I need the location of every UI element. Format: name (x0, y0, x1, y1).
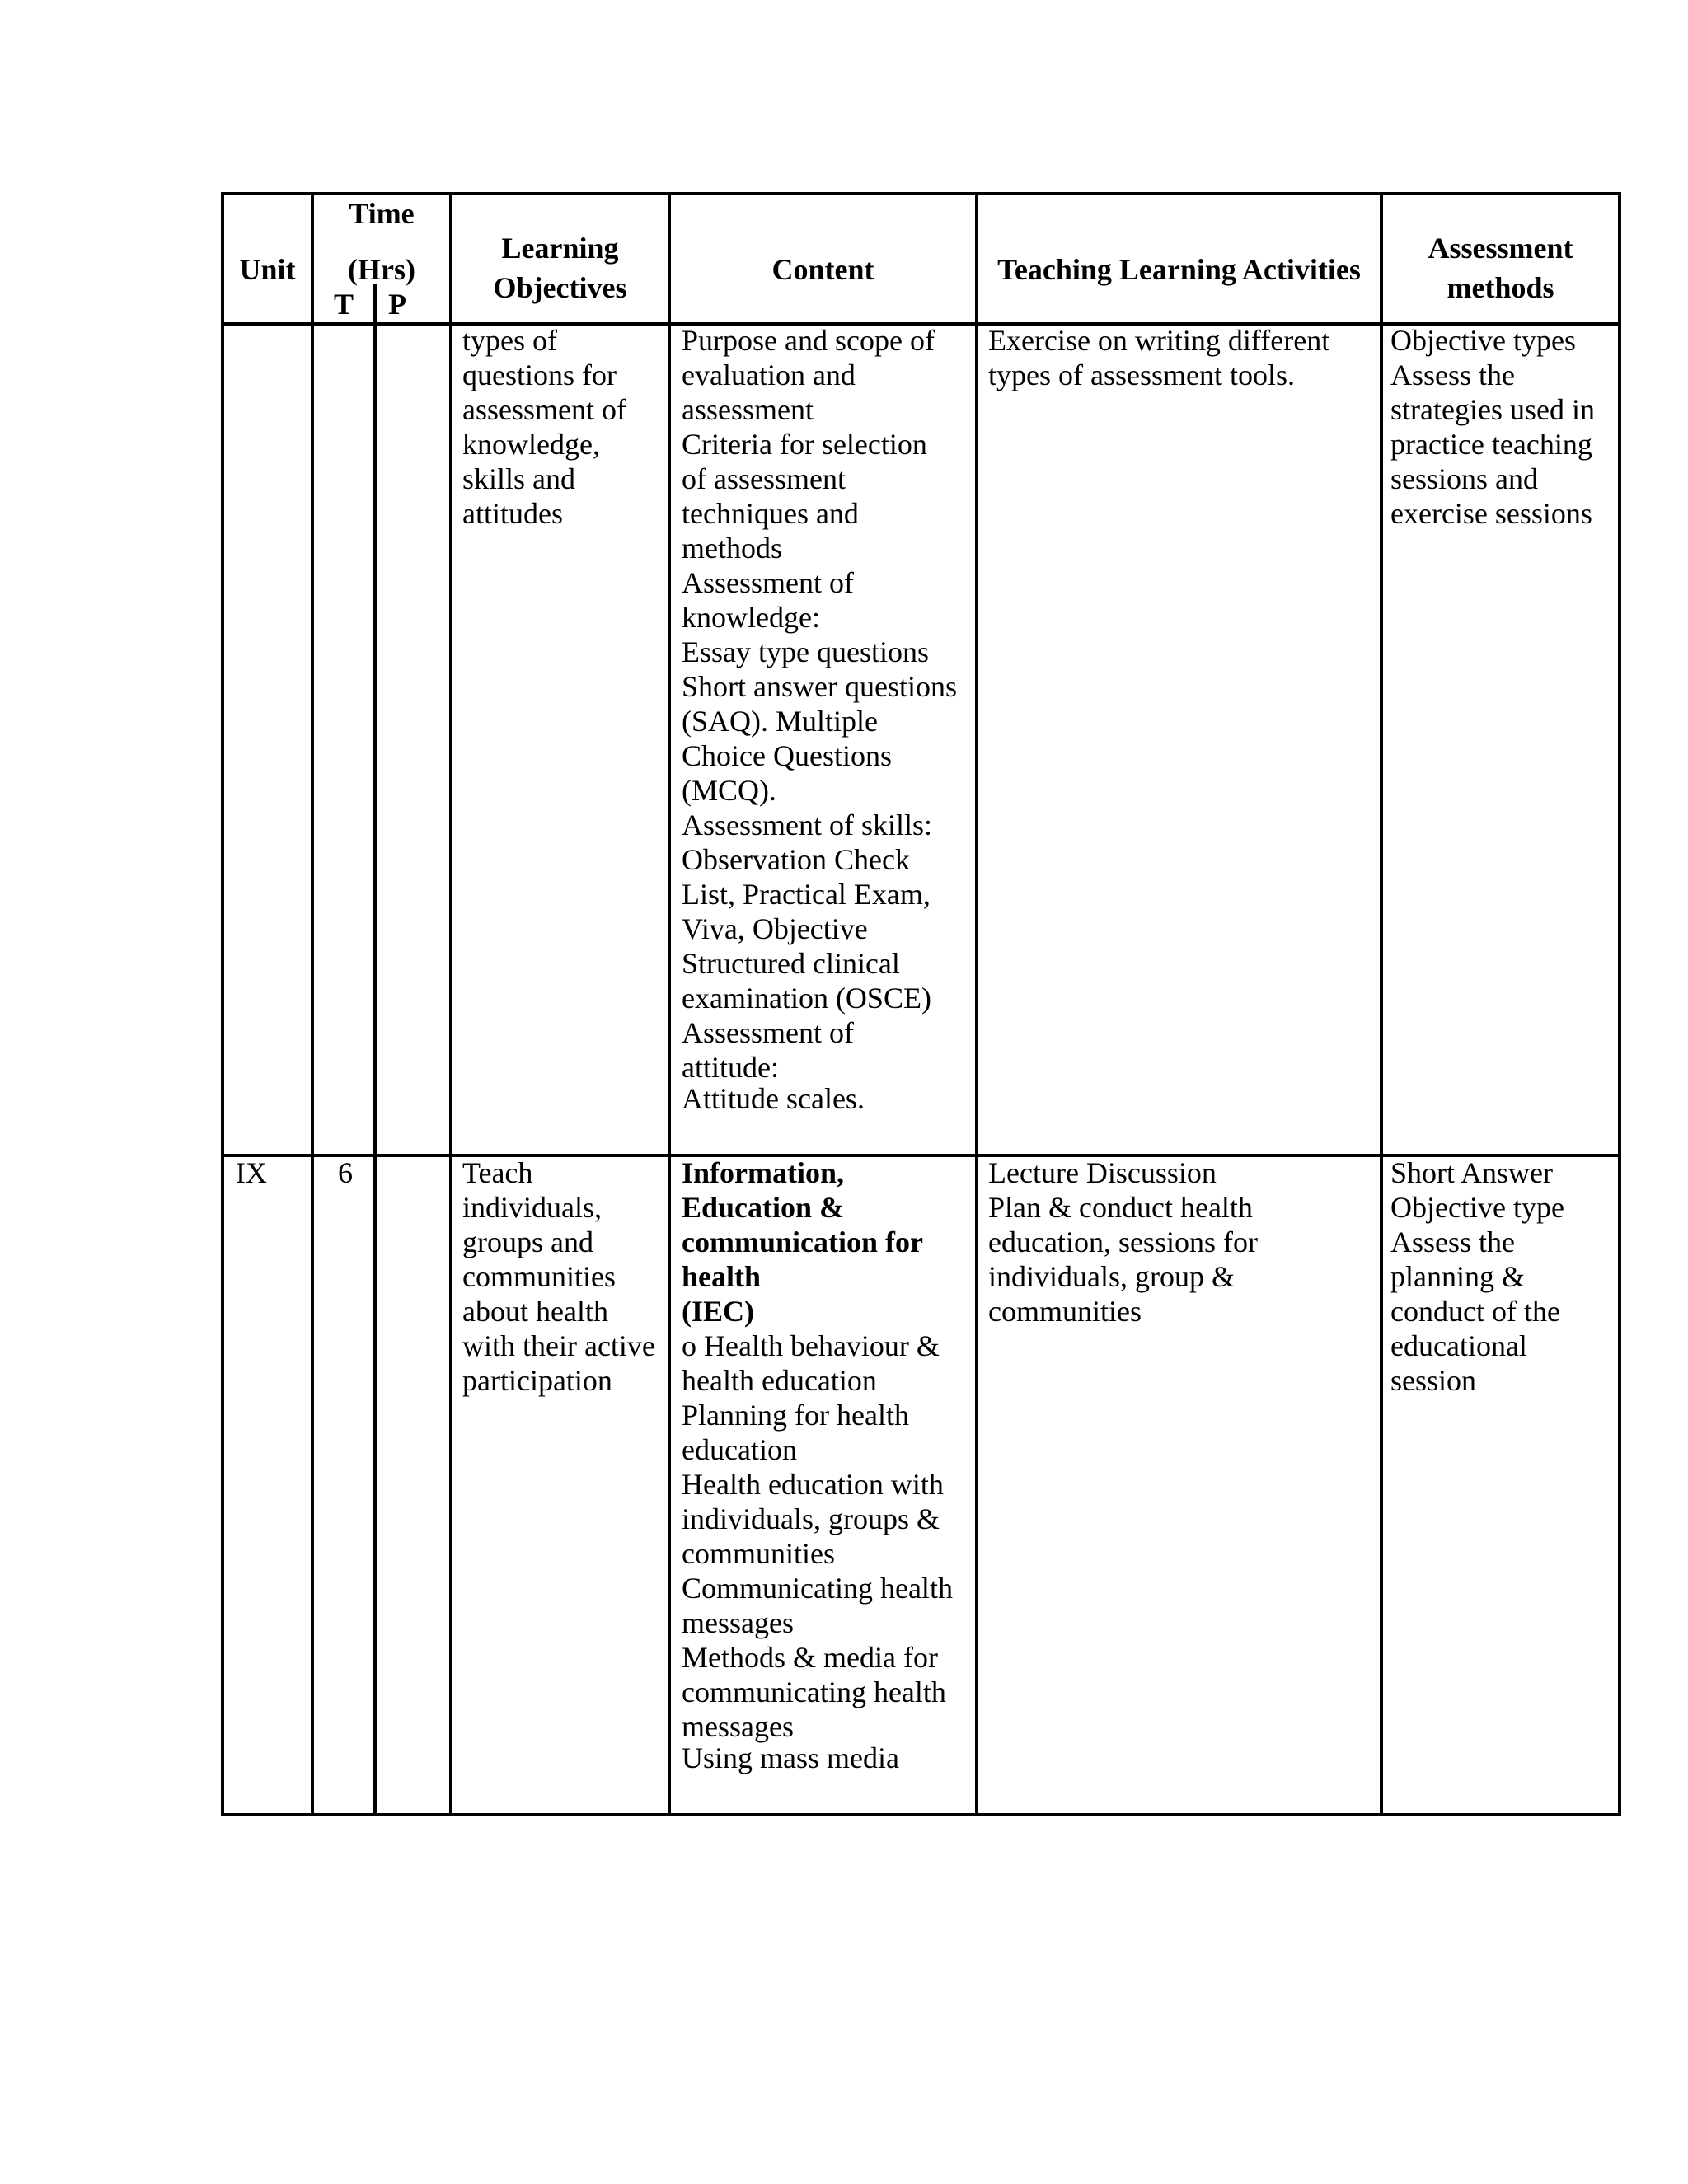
header-teaching-learning-activities: Teaching Learning Activities (997, 253, 1361, 286)
row2-activities: Lecture Discussion Plan & conduct health education, sessions for individuals, group & communities (988, 1156, 1258, 1328)
row2-content-heading: Information, Education & communication for health (IEC) (682, 1156, 923, 1328)
table-bottom-border (221, 1813, 1621, 1816)
header-unit: Unit (239, 253, 296, 286)
header-time: Time (349, 197, 415, 230)
header-p: P (388, 288, 406, 321)
header-learning-objectives: Learning Objectives (493, 232, 627, 304)
col-divider-unit (311, 192, 314, 1816)
col-divider-activities (1380, 192, 1383, 1816)
row1-content-tail: Attitude scales. (682, 1082, 865, 1115)
header-content: Content (771, 253, 874, 286)
row1-activities: Exercise on writing different types of assessment tools. (988, 324, 1330, 391)
header-hrs: (Hrs) (348, 253, 415, 286)
row1-assessment: Objective types Assess the strategies used in practice teaching sessions and exercise sessions (1390, 324, 1595, 530)
table-right-border (1618, 192, 1621, 1816)
row1-objectives: types of questions for assessment of knowledge, skills and attitudes (462, 324, 626, 530)
row2-objectives: Teach individuals, groups and communities about health with their active participation (462, 1156, 655, 1397)
col-divider-t-p (373, 284, 377, 1816)
row2-t: 6 (338, 1156, 353, 1189)
header-t: T (333, 288, 354, 321)
table-left-border (221, 192, 224, 1816)
row2-content: o Health behaviour & health education Planning for health education Health education with individuals, groups & communities Communicating health messages Methods & media for communicating health messages (682, 1329, 953, 1743)
row1-content: Purpose and scope of evaluation and assessment Criteria for selection of assessment techniques and methods Assessment of knowledge: Essay type questions Short answer questions (SAQ). Multiple Choice Questions (MCQ). Assessment of skills: Observation Check List, Practical Exam, Viva, Objective Structured clinical examination (OSCE) Assessment of attitude: (682, 324, 957, 1084)
row2-unit: IX (236, 1156, 267, 1189)
col-divider-content (975, 192, 978, 1816)
col-divider-time (449, 192, 452, 1816)
row2-content-tail: Using mass media (682, 1741, 899, 1774)
col-divider-objectives (668, 192, 671, 1816)
header-assessment-methods: Assessment methods (1428, 232, 1573, 304)
row2-assessment: Short Answer Objective type Assess the planning & conduct of the educational session (1390, 1156, 1564, 1397)
